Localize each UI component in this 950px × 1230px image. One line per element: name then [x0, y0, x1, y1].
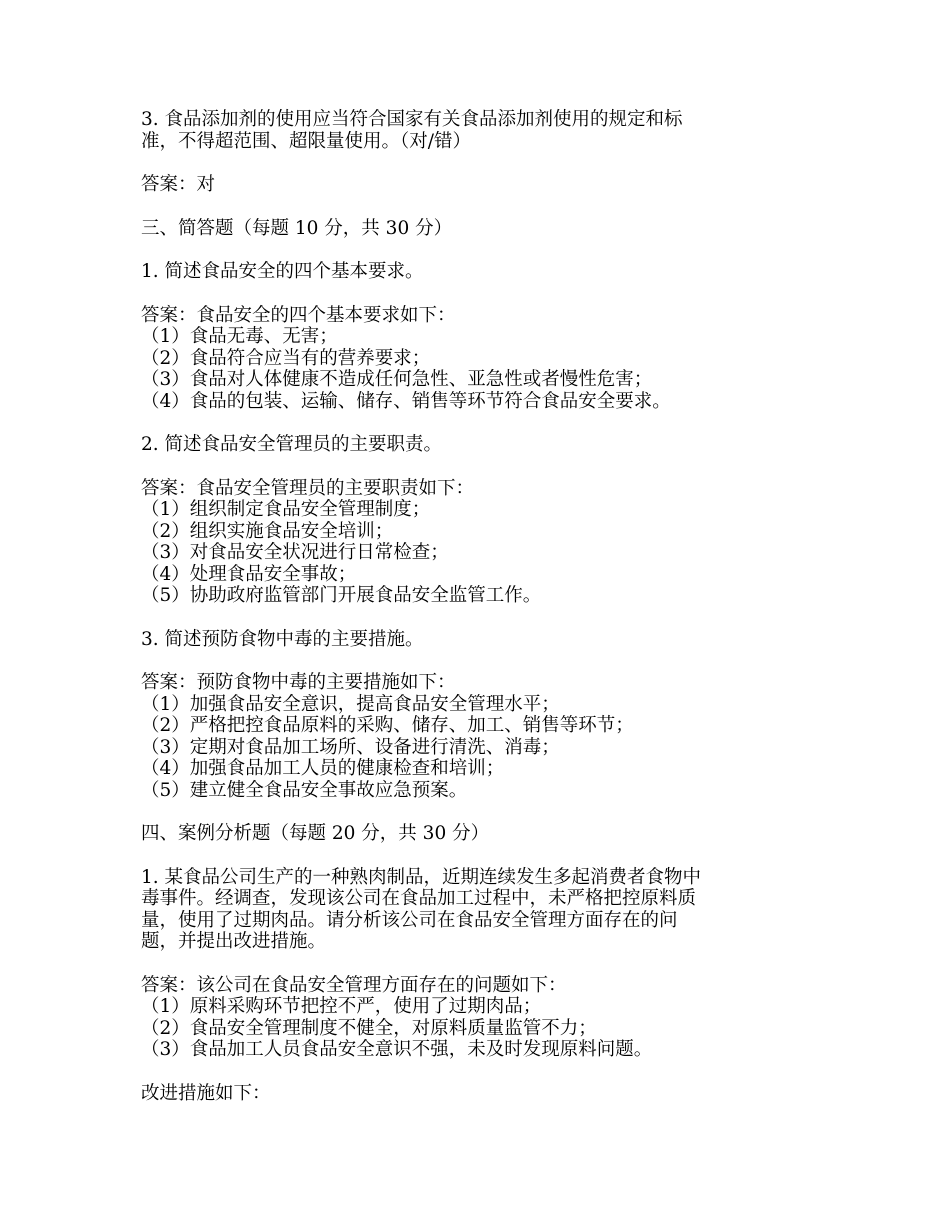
answer-point: （2）食品安全管理制度不健全，对原料质量监管不力； [141, 1017, 597, 1039]
question-text-line: 量，使用了过期肉品。请分析该公司在食品安全管理方面存在的问 [141, 909, 678, 931]
answer-point: （3）食品加工人员食品安全意识不强，未及时发现原料问题。 [141, 1039, 653, 1060]
case-question [141, 867, 821, 953]
question-text-line: 1. 某食品公司生产的一种熟肉制品，近期连续发生多起消费者食物中 [141, 866, 702, 888]
answer-point: （1）加强食品安全意识，提高食品安全管理水平； [141, 693, 560, 715]
answer-point: （5）建立健全食品安全事故应急预案。 [141, 779, 468, 801]
short-answer-question: 2. 简述食品安全管理员的主要职责。 [141, 434, 443, 455]
answer-point: （3）食品对人体健康不造成任何急性、亚急性或者慢性危害； [141, 369, 653, 390]
answer-point: （3）定期对食品加工场所、设备进行清洗、消毒； [141, 736, 560, 758]
question-text-line: 3. 食品添加剂的使用应当符合国家有关食品添加剂使用的规定和标 [141, 109, 683, 130]
answer-point: （2）食品符合应当有的营养要求； [141, 347, 431, 369]
answer-point: （1）组织制定食品安全管理制度； [141, 499, 431, 520]
improvement-intro: 改进措施如下： [141, 1082, 271, 1104]
section-heading: 三、简答题（每题 10 分，共 30 分） [141, 217, 453, 239]
answer-intro: 答案：该公司在食品安全管理方面存在的问题如下： [141, 974, 567, 996]
tf-answer: 答案：对 [141, 174, 216, 195]
answer-intro: 答案：预防食物中毒的主要措施如下： [141, 672, 456, 693]
answer-point: （2）严格把控食品原料的采购、储存、加工、销售等环节； [141, 715, 634, 736]
question-text-line: 毒事件。经调查，发现该公司在食品加工过程中，未严格把控原料质 [141, 888, 697, 909]
answer-point: （4）食品的包装、运输、储存、销售等环节符合食品安全要求。 [141, 390, 671, 412]
answer-intro: 答案：食品安全管理员的主要职责如下： [141, 477, 475, 499]
answer-intro: 答案：食品安全的四个基本要求如下： [141, 304, 456, 326]
answer-point: （4）处理食品安全事故； [141, 563, 357, 585]
answer-point: （1）原料采购环节把控不严，使用了过期肉品； [141, 996, 542, 1017]
short-answer-question: 1. 简述食品安全的四个基本要求。 [141, 261, 424, 282]
tf-question-3 [141, 109, 821, 152]
section-heading: 四、案例分析题（每题 20 分，共 30 分） [141, 823, 490, 844]
document-page [141, 109, 821, 1104]
answer-point: （5）协助政府监管部门开展食品安全监管工作。 [141, 585, 542, 606]
question-text-line: 题，并提出改进措施。 [141, 931, 327, 952]
answer-point: （1）食品无毒、无害； [141, 326, 338, 347]
answer-point: （4）加强食品加工人员的健康检查和培训； [141, 758, 505, 779]
question-text-line: 准，不得超范围、超限量使用。（对/错） [141, 130, 471, 152]
short-answer-question: 3. 简述预防食物中毒的主要措施。 [141, 628, 424, 650]
answer-point: （2）组织实施食品安全培训； [141, 520, 394, 542]
answer-point: （3）对食品安全状况进行日常检查； [141, 542, 449, 563]
